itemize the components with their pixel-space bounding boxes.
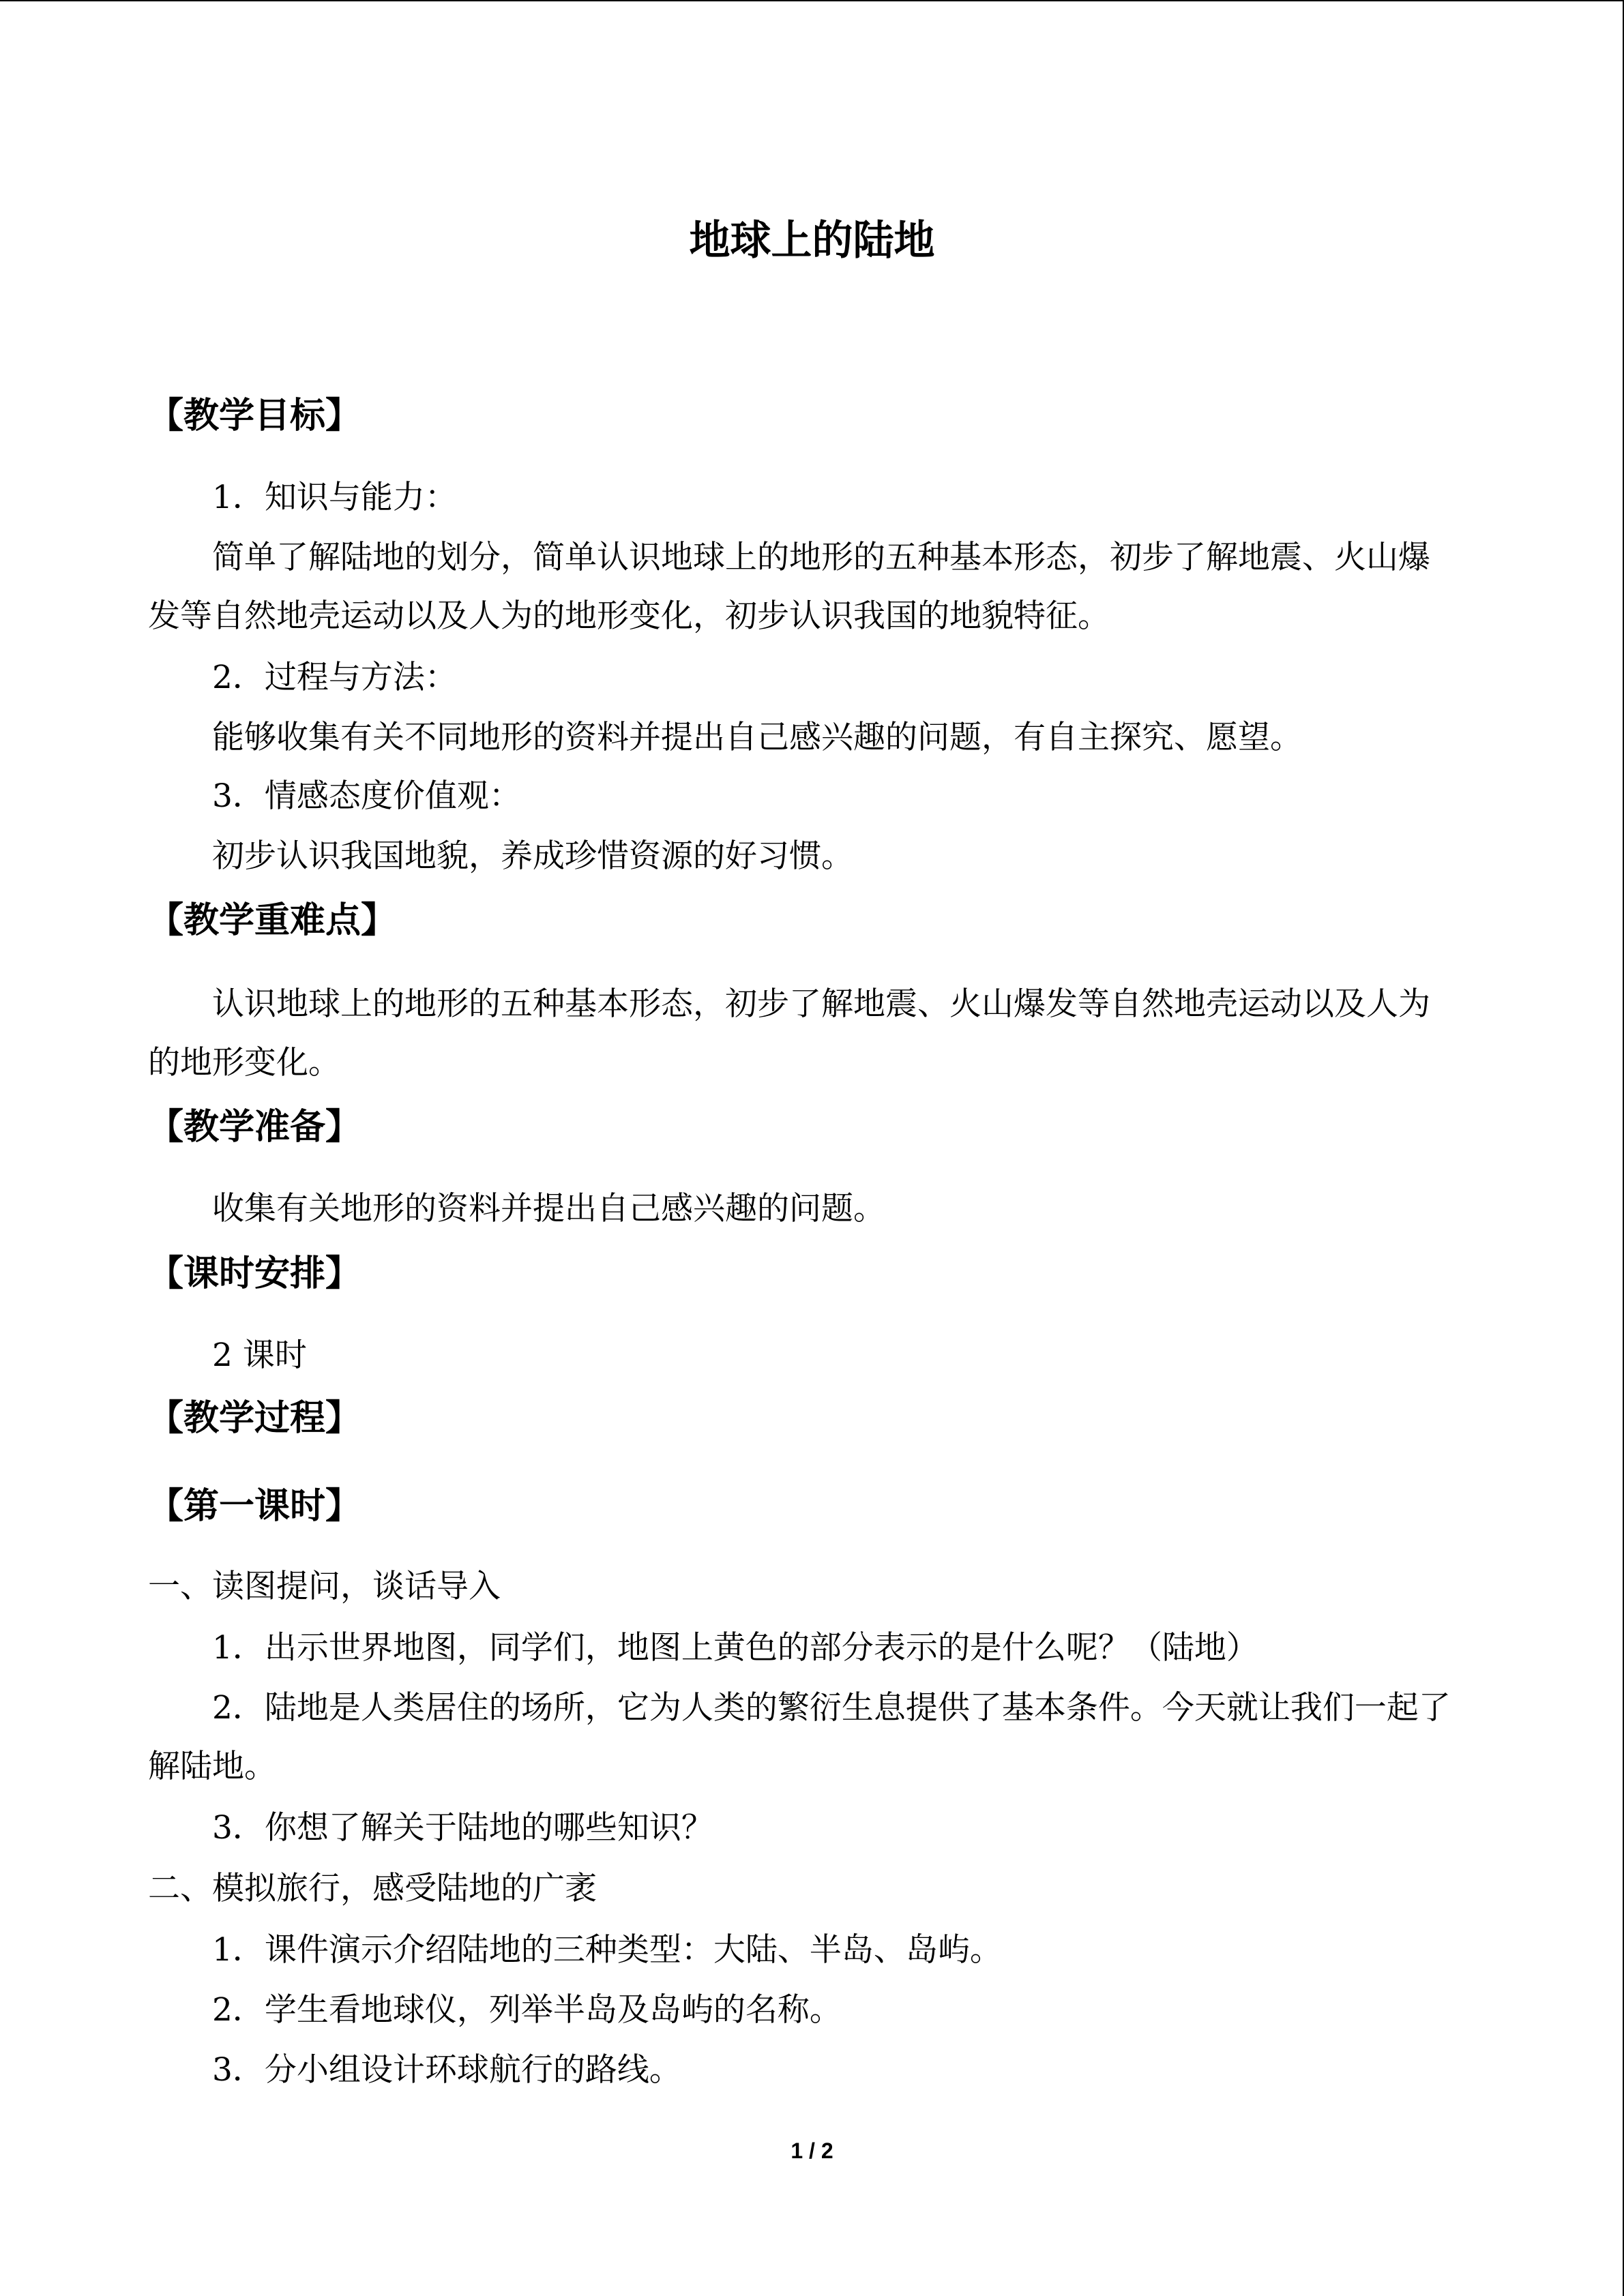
paragraph: 3．你想了解关于陆地的哪些知识？ [212, 1809, 713, 1847]
paragraph: 1．课件演示介绍陆地的三种类型：大陆、半岛、岛屿。 [212, 1931, 1002, 1969]
paragraph: 2．陆地是人类居住的场所，它为人类的繁衍生息提供了基本条件。今天就让我们一起了 [212, 1689, 1451, 1727]
paragraph: 1．出示世界地图，同学们，地图上黄色的部分表示的是什么呢？（陆地） [212, 1629, 1258, 1667]
paragraph: 发等自然地壳运动以及人为的地形变化，初步认识我国的地貌特征。 [148, 597, 1110, 635]
paragraph: 认识地球上的地形的五种基本形态，初步了解地震、火山爆发等自然地壳运动以及人为 [212, 985, 1430, 1023]
heading-lesson-one: 【第一课时】 [148, 1485, 361, 1527]
heading-key-points: 【教学重难点】 [148, 899, 397, 941]
paragraph: 初步认识我国地貌，养成珍惜资源的好习惯。 [212, 837, 853, 875]
heading-process: 【教学过程】 [148, 1397, 361, 1439]
paragraph: 的地形变化。 [148, 1044, 340, 1082]
heading-teaching-goals: 【教学目标】 [148, 395, 361, 436]
paragraph: 2．学生看地球仪，列举半岛及岛屿的名称。 [212, 1991, 842, 2029]
page-number: 1 / 2 [791, 2138, 833, 2163]
section-title: 一、读图提问，谈话导入 [148, 1568, 501, 1605]
paragraph: 1．知识与能力： [212, 479, 457, 516]
paragraph: 收集有关地形的资料并提出自己感兴趣的问题。 [212, 1190, 885, 1227]
document-title: 地球上的陆地 [689, 217, 935, 265]
paragraph: 能够收集有关不同地形的资料并提出自己感兴趣的问题，有自主探究、愿望。 [212, 719, 1302, 756]
heading-schedule: 【课时安排】 [148, 1253, 361, 1294]
heading-preparation: 【教学准备】 [148, 1106, 361, 1148]
section-title: 二、模拟旅行，感受陆地的广袤 [148, 1870, 597, 1907]
paragraph: 2 课时 [212, 1337, 307, 1374]
paragraph: 2．过程与方法： [212, 659, 457, 696]
paragraph: 解陆地。 [148, 1748, 276, 1785]
paragraph: 3．情感态度价值观： [212, 777, 521, 815]
paragraph: 3．分小组设计环球航行的路线。 [212, 2051, 681, 2089]
paragraph: 简单了解陆地的划分，简单认识地球上的地形的五种基本形态，初步了解地震、火山爆 [212, 539, 1430, 576]
